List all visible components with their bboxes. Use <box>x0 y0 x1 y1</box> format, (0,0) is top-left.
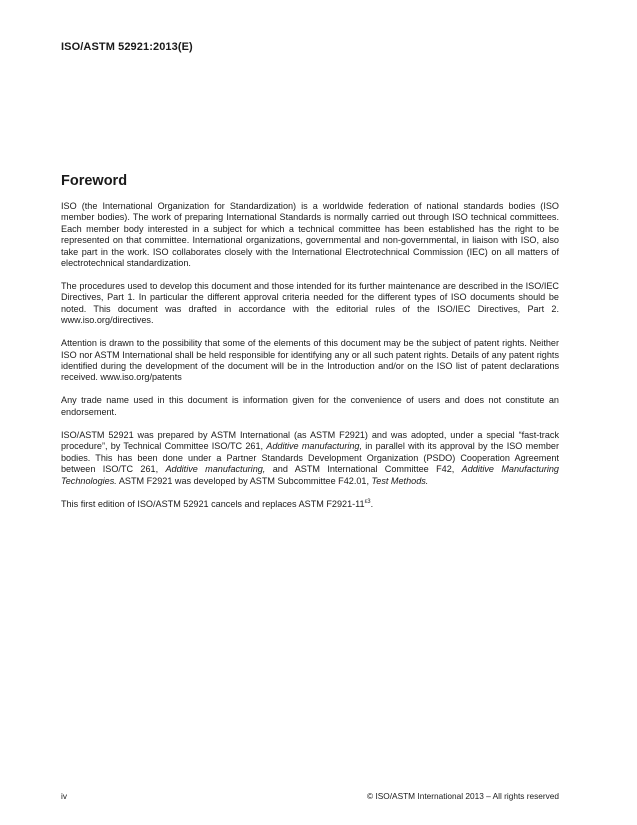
edition-text: This first edition of ISO/ASTM 52921 cancels and replaces ASTM F2921-11 <box>61 498 365 509</box>
paragraph-edition <box>61 499 559 510</box>
page-number: iv <box>61 791 67 801</box>
astm-committee-name-italic: Additive Manufacturing Technologies. <box>61 464 559 486</box>
document-id-header: ISO/ASTM 52921:2013(E) <box>61 41 193 53</box>
copyright-notice: © ISO/ASTM International 2013 – All rights reserved <box>367 791 559 801</box>
preparation-text-1: ISO/ASTM 52921 was prepared by ASTM International (as ASTM F2921) and was adopted, under a special “fast-track procedure”, by Technical Committee ISO/TC 261, <box>61 429 559 452</box>
subcommittee-name-italic: Test Methods. <box>371 475 429 486</box>
paragraph-trade-name: Any trade name used in this document is information given for the convenience of users and does not constitute an endorsement. <box>61 395 559 417</box>
preparation-text-4: ASTM F2921 was developed by ASTM Subcommittee F42.01, <box>116 475 372 486</box>
section-title: Foreword <box>61 173 128 189</box>
edition-period: . <box>370 498 374 509</box>
committee-name-italic: Additive manufacturing, <box>266 441 363 452</box>
preparation-text-3: and ASTM International Committee F42, <box>265 464 462 475</box>
committee-name-italic-2: Additive manufacturing, <box>165 464 266 475</box>
paragraph-iso-federation: ISO (the International Organization for Standardization) is a worldwide federation of national standards bodies (ISO member bodies). The work of preparing International Standards is normally carried out through ISO technical committees. Each member body interested in a subject for which a technical committee has been established has the right to be represented on that committee. International organizations, governmental and non-governmental, in liaison with ISO, also take part in the work. ISO collaborates closely with the International Electrotechnical Commission (IEC) on all matters of electrotechnical standardization. <box>61 201 559 269</box>
paragraph-procedures: The procedures used to develop this document and those intended for its further maintenance are described in the ISO/IEC Directives, Part 1. In particular the different approval criteria needed for the different types of ISO documents should be noted. This document was drafted in accordance with the editorial rules of the ISO/IEC Directives, Part 2. www.iso.org/directives. <box>61 281 559 326</box>
paragraph-preparation <box>61 430 559 487</box>
edition-superscript: ε3 <box>364 498 371 505</box>
preparation-text-2: in parallel with its approval by the ISO member bodies. This has been done under a Partner Standards Development Organization (PSDO) Cooperation Agreement between ISO/TC 261, <box>61 441 559 475</box>
paragraph-patent-rights: Attention is drawn to the possibility that some of the elements of this document may be the subject of patent rights. Neither ISO nor ASTM International shall be held responsible for identifying any or all such patent rights. Details of any patent rights identified during the development of the document will be in the Introduction and/or on the ISO list of patent declarations received. www.iso.org/patents <box>61 338 559 383</box>
foreword-body <box>61 201 559 522</box>
